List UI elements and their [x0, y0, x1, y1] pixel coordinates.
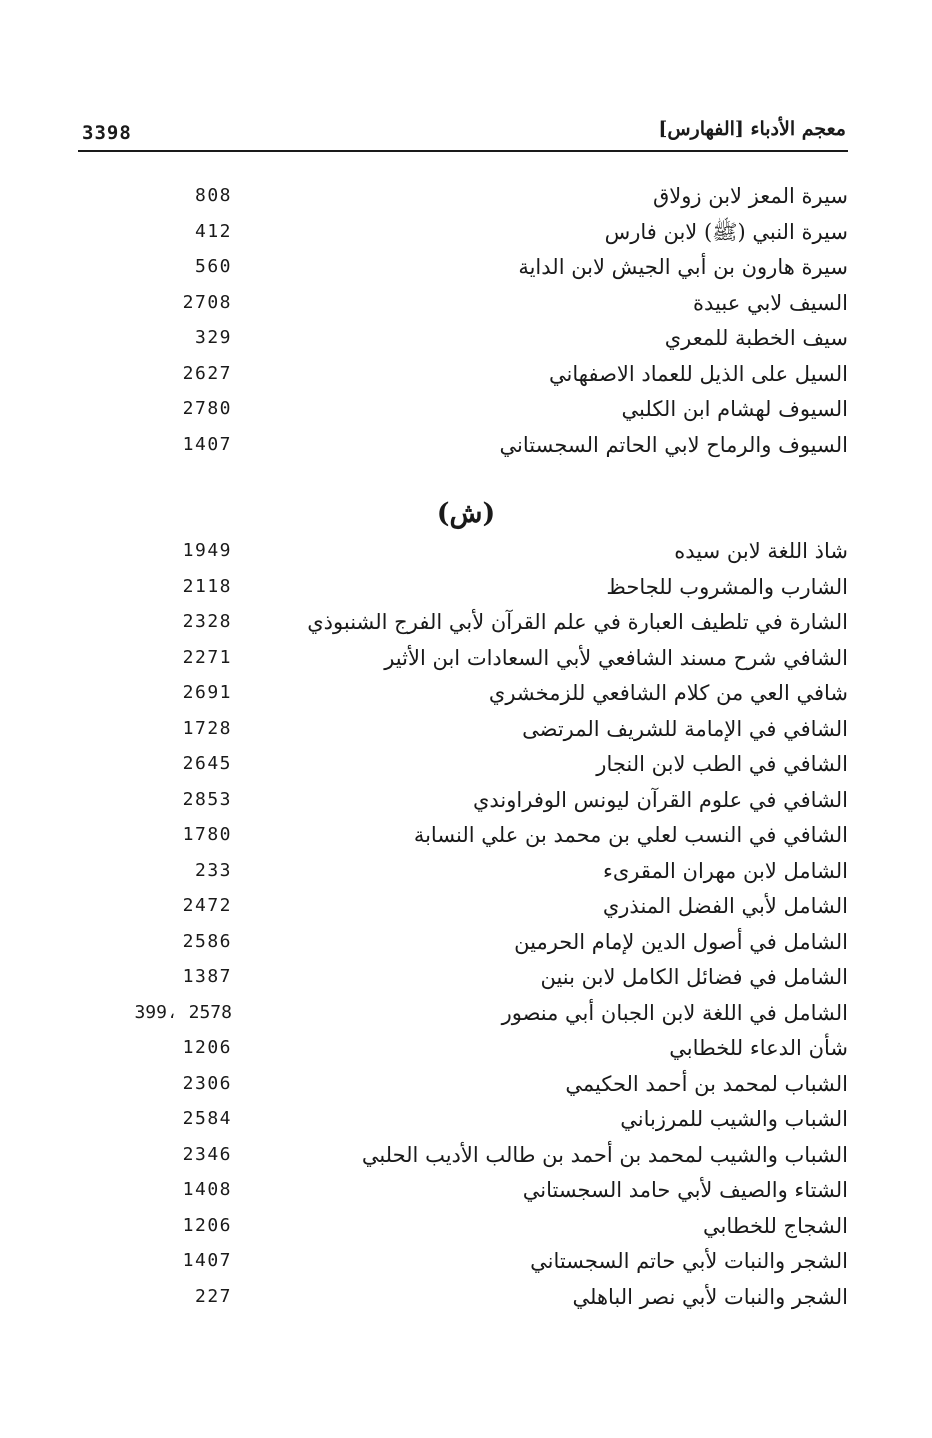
- index-entries-after: [120, 536, 848, 1317]
- entry-page-numbers: 1407: [182, 1250, 232, 1271]
- entry-title: سيرة المعز لابن زولاق: [653, 184, 848, 208]
- entry-title: الشامل لابن مهران المقرىء: [602, 858, 848, 883]
- entry-title: السيل على الذيل للعماد الاصفهاني: [549, 361, 848, 386]
- entry-title: الشجاج للخطابي: [702, 1213, 848, 1238]
- entry-title: الشامل في فضائل الكامل لابن بنين: [540, 965, 848, 989]
- entry-page-numbers: 1206: [182, 1037, 232, 1058]
- page-number: 3398: [82, 122, 132, 144]
- entry-title: السيف لابي عبيدة: [693, 290, 848, 315]
- entry-title: الشجر والنبات لأبي حاتم السجستاني: [530, 1249, 848, 1273]
- index-entry: [120, 1211, 848, 1247]
- entry-page-numbers: 2708: [182, 291, 232, 313]
- entry-title: سيف الخطبة للمعري: [664, 326, 848, 350]
- index-entry: [120, 1140, 848, 1176]
- index-entry: [120, 1069, 848, 1105]
- entry-title: الشامل في اللغة لابن الجبان أبي منصور: [501, 1000, 848, 1025]
- entry-page-numbers: 2627: [182, 362, 232, 384]
- entry-title: شافي العي من كلام الشافعي للزمخشري: [488, 681, 848, 705]
- entry-page-numbers: 1407: [182, 433, 232, 455]
- entry-page-numbers: 2853: [182, 788, 232, 810]
- entry-title: الشامل لأبي الفضل المنذري: [602, 894, 848, 918]
- index-entry: [120, 643, 848, 679]
- entry-title: الشافي في النسب لعلي بن محمد بن علي النسابة: [413, 823, 848, 847]
- index-entry: [120, 1033, 848, 1069]
- index-entry: [120, 678, 848, 714]
- entry-page-numbers: 2472: [182, 895, 232, 916]
- entry-page-numbers: 412: [194, 220, 232, 242]
- index-entry: [120, 536, 848, 572]
- entry-page-numbers: 2306: [182, 1072, 232, 1094]
- entry-page-numbers: 2584: [182, 1108, 232, 1129]
- entry-page-numbers: 2780: [182, 398, 232, 419]
- entry-title: الشافي في الطب لابن النجار: [596, 752, 848, 776]
- running-header: [78, 118, 848, 152]
- entry-page-numbers: 1728: [182, 717, 232, 739]
- entry-page-numbers: 1949: [182, 540, 232, 561]
- index-entry: [120, 181, 848, 217]
- entry-page-numbers: 329: [194, 327, 232, 348]
- index-entry: [120, 430, 848, 466]
- index-entry: [120, 394, 848, 430]
- entry-title: شأن الدعاء للخطابي: [669, 1036, 848, 1060]
- index-entry: [120, 572, 848, 608]
- index-entry: [120, 820, 848, 856]
- entry-title: الشباب والشيب لمحمد بن أحمد بن طالب الأديب الحلبي: [361, 1142, 848, 1167]
- entry-title: الشارة في تلطيف العبارة في علم القرآن لأبي الفرج الشنبوذي: [307, 610, 848, 634]
- entry-page-numbers: 2346: [182, 1143, 232, 1165]
- entry-title: الشجر والنبات لأبي نصر الباهلي: [572, 1284, 848, 1309]
- index-entry: [120, 891, 848, 927]
- index-entry: [120, 1175, 848, 1211]
- entry-page-numbers: 560: [194, 256, 232, 277]
- entry-title: الشارب والمشروب للجاحظ: [606, 574, 848, 599]
- index-entry: [120, 785, 848, 821]
- index-entry: [120, 1282, 848, 1318]
- index-entry: [120, 217, 848, 253]
- index-entry: [120, 998, 848, 1034]
- entry-page-numbers: 1206: [182, 1214, 232, 1236]
- entry-title: سيرة هارون بن أبي الجيش لابن الداية: [518, 255, 848, 279]
- index-entries-before: [120, 181, 848, 465]
- book-title: معجم الأدباء [الفهارس]: [658, 118, 846, 140]
- entry-title: شاذ اللغة لابن سيده: [674, 539, 848, 563]
- index-entry: [120, 749, 848, 785]
- entry-page-numbers: 233: [194, 859, 232, 881]
- entry-page-numbers: 2271: [182, 646, 232, 668]
- entry-page-numbers: 227: [194, 1285, 232, 1307]
- entry-page-numbers: 1780: [182, 824, 232, 845]
- entry-page-numbers: 2645: [182, 753, 232, 774]
- entry-page-numbers: 2328: [182, 611, 232, 632]
- entry-page-numbers: 2586: [182, 930, 232, 952]
- entry-page-numbers: 1387: [182, 966, 232, 987]
- entry-title: الشباب لمحمد بن أحمد الحكيمي: [565, 1071, 848, 1096]
- index-entry: [120, 927, 848, 963]
- entry-page-numbers: 1408: [182, 1179, 232, 1200]
- index-entry: [120, 323, 848, 359]
- index-entry: [120, 1104, 848, 1140]
- section-heading-shin: (ش): [436, 498, 496, 529]
- index-entry: [120, 252, 848, 288]
- entry-title: الشافي شرح مسند الشافعي لأبي السعادات ابن الأثير: [384, 645, 848, 670]
- entry-page-numbers: 808: [194, 185, 232, 206]
- entry-title: الشامل في أصول الدين لإمام الحرمين: [514, 929, 848, 954]
- entry-title: سيرة النبي (ﷺ) لابن فارس: [604, 219, 848, 244]
- index-entry: [120, 714, 848, 750]
- entry-page-numbers: 2691: [182, 682, 232, 703]
- index-entry: [120, 856, 848, 892]
- entry-title: الشباب والشيب للمرزباني: [620, 1107, 848, 1131]
- index-entry: [120, 359, 848, 395]
- entry-title: السيوف لهشام ابن الكلبي: [621, 397, 848, 421]
- index-entry: [120, 607, 848, 643]
- entry-title: الشافي في الإمامة للشريف المرتضى: [522, 716, 848, 741]
- index-entry: [120, 1246, 848, 1282]
- entry-title: الشافي في علوم القرآن ليونس الوفراوندي: [472, 787, 848, 812]
- entry-title: الشتاء والصيف لأبي حامد السجستاني: [522, 1178, 848, 1202]
- index-entry: [120, 962, 848, 998]
- entry-title: السيوف والرماح لابي الحاتم السجستاني: [499, 432, 848, 457]
- entry-page-numbers: 399، 2578: [134, 1001, 232, 1023]
- index-entry: [120, 288, 848, 324]
- entry-page-numbers: 2118: [182, 575, 232, 597]
